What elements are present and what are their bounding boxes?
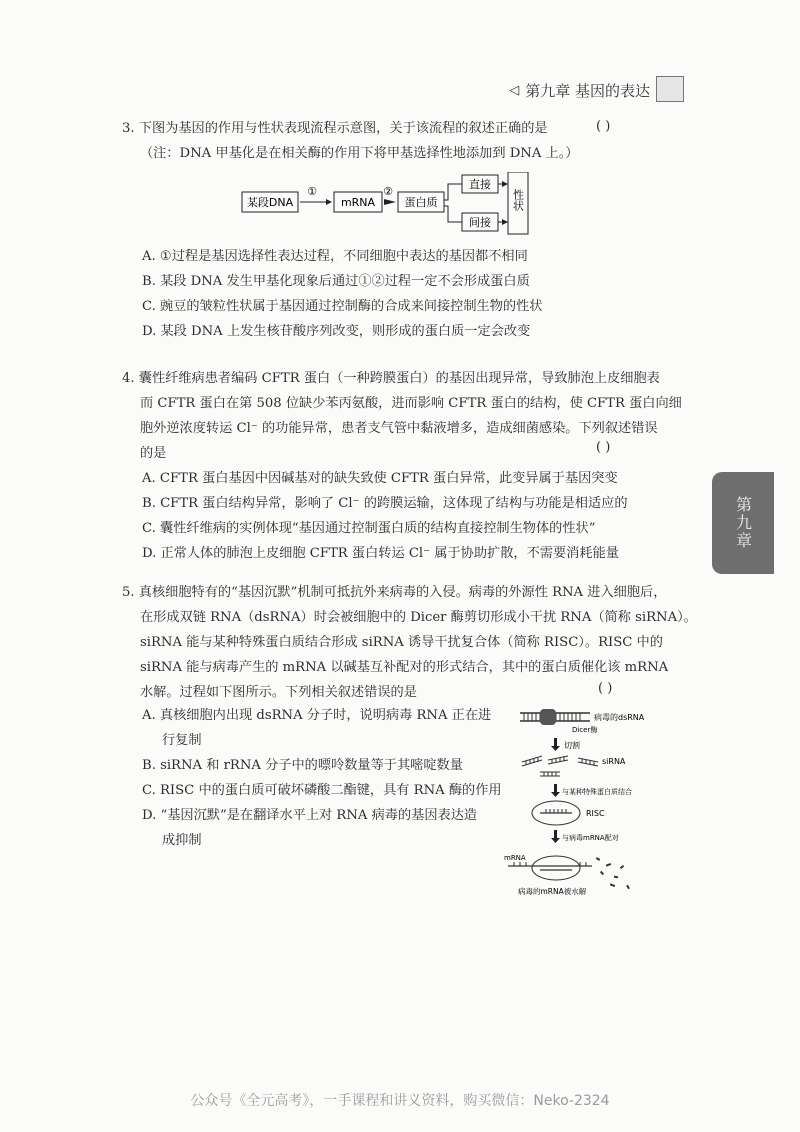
direct-label: 直接 <box>469 178 491 191</box>
dicer-enzyme <box>540 709 556 725</box>
option-b[interactable]: B. 某段 DNA 发生甲基化现象后通过①②过程一定不会形成蛋白质 <box>142 274 530 289</box>
branch-top-line <box>444 184 462 200</box>
option-d[interactable]: D. 某段 DNA 上发生核苷酸序列改变，则形成的蛋白质一定会改变 <box>142 324 531 339</box>
step-3-label: 与病毒mRNA配对 <box>562 834 619 842</box>
question-5-line-2: 在形成双链 RNA（dsRNA）时会被细胞中的 Dicer 酶剪切形成小干扰 RNA（简称 siRNA）。 <box>140 610 697 625</box>
question-5-line-3: siRNA 能与某种特殊蛋白质结合形成 siRNA 诱导干扰复合体（简称 RISC）。RISC 中的 <box>140 635 663 650</box>
question-3-note: （注：DNA 甲基化是在相关酶的作用下将甲基选择性地添加到 DNA 上。） <box>140 146 579 161</box>
option-c[interactable]: C. RISC 中的蛋白质可破坏磷酸二酯键，具有 RNA 酶的作用 <box>142 783 502 798</box>
gene-flow-diagram <box>230 172 540 242</box>
chapter-header <box>509 80 650 101</box>
arrow-direct-head <box>502 181 508 187</box>
answer-paren[interactable]: ( ) <box>596 440 611 455</box>
protein-box-label: 蛋白质 <box>404 196 438 209</box>
step-1-arrow <box>554 738 557 746</box>
option-b[interactable]: B. siRNA 和 rRNA 分子中的嘌呤数量等于其嘧啶数量 <box>142 758 463 773</box>
question-5-line-4: siRNA 能与病毒产生的 mRNA 以碱基互补配对的形式结合，其中的蛋白质催化该 mRNA <box>140 660 669 675</box>
question-5-line-5: 水解。过程如下图所示。下列相关叙述错误的是 <box>140 685 417 700</box>
mrna-box-label: mRNA <box>340 196 376 209</box>
indirect-label: 间接 <box>469 216 491 229</box>
option-c[interactable]: C. 豌豆的皱粒性状属于基因通过控制酶的合成来间接控制生物的性状 <box>142 299 543 314</box>
side-tab-label: 第九章 <box>733 496 753 550</box>
branch-bottom-line <box>444 206 462 222</box>
question-5 <box>122 580 697 705</box>
option-a[interactable]: A. ①过程是基因选择性表达过程，不同细胞中表达的基因都不相同 <box>142 249 528 264</box>
chapter-title: 第九章 基因的表达 <box>525 82 650 100</box>
arrow-2-label: ② <box>383 185 393 198</box>
option-d[interactable]: D. “基因沉默”是在翻译水平上对 RNA 病毒的基因表达造 <box>142 808 478 823</box>
question-4-line-4: 的是 <box>140 446 167 461</box>
option-d[interactable]: D. 正常人体的肺泡上皮细胞 CFTR 蛋白转运 Cl⁻ 属于协助扩散，不需要消耗能量 <box>142 546 619 561</box>
question-3 <box>122 116 642 166</box>
dicer-label: Dicer酶 <box>572 726 598 734</box>
answer-paren[interactable]: ( ) <box>598 681 613 696</box>
step-1-arrow-head <box>551 746 560 751</box>
question-4-line-1: 4. 囊性纤维病患者编码 CFTR 蛋白（一种跨膜蛋白）的基因出现异常，导致肺泡上皮细胞表 <box>122 371 660 386</box>
question-3-options <box>122 244 642 344</box>
chapter-side-tab <box>712 472 774 574</box>
mrna-label: mRNA <box>504 854 526 862</box>
answer-paren[interactable]: ( ) <box>596 119 611 134</box>
question-4 <box>122 366 682 566</box>
sirna-label: siRNA <box>602 757 626 766</box>
option-b[interactable]: B. CFTR 蛋白结构异常，影响了 Cl⁻ 的跨膜运输，这体现了结构与功能是相适应的 <box>142 496 628 511</box>
trait-label: 性状 <box>511 189 525 211</box>
option-a-cont[interactable]: 行复制 <box>162 733 202 748</box>
option-c[interactable]: C. 囊性纤维病的实例体现“基因通过控制蛋白质的结构直接控制生物体的性状” <box>142 521 596 536</box>
question-3-stem: 3. 下图为基因的作用与性状表现流程示意图，关于该流程的叙述正确的是 <box>122 121 548 136</box>
arrow-1-head <box>326 199 332 205</box>
question-5-line-1: 5. 真核细胞特有的“基因沉默”机制可抵抗外来病毒的入侵。病毒的外源性 RNA 进入细胞后， <box>122 585 667 600</box>
step-3-arrow-head <box>551 838 560 843</box>
arrow-1-label: ① <box>307 185 317 198</box>
hydrolyzed-fragments <box>596 857 630 889</box>
risc-bound <box>532 856 580 880</box>
step-2-label: 与某种特殊蛋白质结合 <box>562 788 632 796</box>
arrow-2-head <box>384 199 396 205</box>
risc-label: RISC <box>586 809 605 818</box>
step-2-arrow-head <box>551 792 560 797</box>
gene-silencing-figure <box>500 700 670 905</box>
dna-box-label: 某段DNA <box>246 196 294 209</box>
sirna-fragments <box>522 756 598 776</box>
dsrna-label: 病毒的dsRNA <box>594 713 645 722</box>
question-5-options <box>122 703 502 853</box>
result-label: 病毒的mRNA被水解 <box>518 887 587 896</box>
footer-watermark: 公众号《全元高考》，一手课程和讲义资料，购买微信：Neko-2324 <box>190 1093 610 1109</box>
arrow-indirect-head <box>502 219 508 225</box>
triangle-icon: ◁ <box>509 83 520 98</box>
option-a[interactable]: A. 真核细胞内出现 dsRNA 分子时，说明病毒 RNA 正在进 <box>142 708 492 723</box>
question-4-line-3: 胞外逆浓度转运 Cl⁻ 的功能异常，患者支气管中黏液增多，造成细菌感染。下列叙述错误 <box>140 421 658 436</box>
book-logo-icon <box>656 76 684 102</box>
option-a[interactable]: A. CFTR 蛋白基因中因碱基对的缺失致使 CFTR 蛋白异常，此变异属于基因突变 <box>142 471 618 486</box>
step-1-label: 切割 <box>564 741 580 750</box>
step-2-arrow <box>554 784 557 792</box>
step-3-arrow <box>554 830 557 838</box>
option-d-cont[interactable]: 成抑制 <box>162 833 202 848</box>
question-4-line-2: 而 CFTR 蛋白在第 508 位缺少苯丙氨酸，进而影响 CFTR 蛋白的结构，使 CFTR 蛋白向细 <box>140 396 682 411</box>
